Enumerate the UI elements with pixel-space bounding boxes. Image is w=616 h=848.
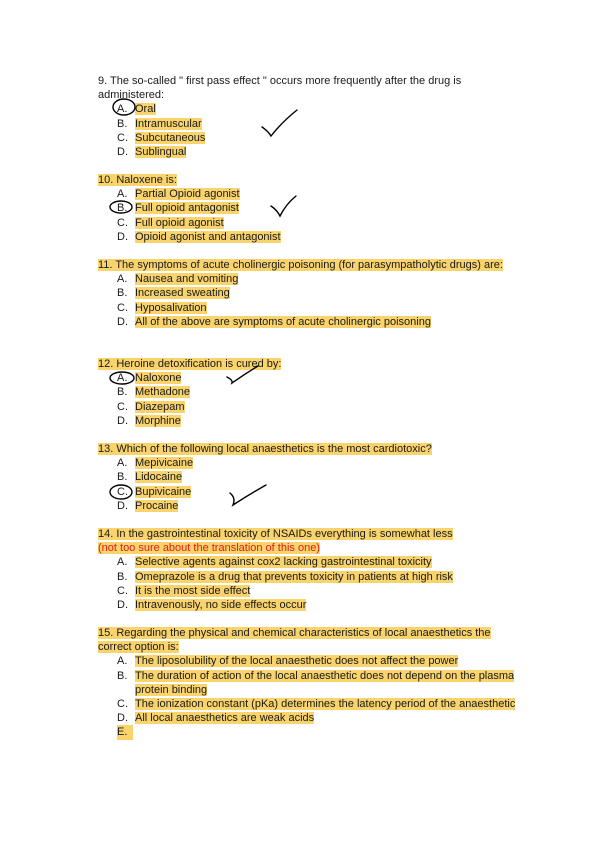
option-b: B. Full opioid antagonist: [117, 202, 239, 215]
translation-note: (not too sure about the translation of this one): [98, 542, 320, 555]
options-list: [98, 555, 518, 612]
option-text: Intramuscular: [135, 117, 202, 130]
option-d: D. Opioid agonist and antagonist: [117, 230, 281, 243]
option-text: Omeprazole is a drug that prevents toxicity in patients at high risk: [135, 570, 453, 583]
question-11: [98, 258, 518, 329]
option-text: Intravenously, no side effects occur: [135, 599, 307, 612]
option-d: D. Intravenously, no side effects occur: [117, 599, 307, 612]
option-c: C. The ionization constant (pKa) determines the latency period of the anaesthetic: [117, 698, 516, 711]
question-14: [98, 527, 518, 612]
option-c: C. Hyposalivation: [117, 301, 207, 314]
question-9: [98, 74, 518, 159]
option-c: C. Diazepam: [117, 400, 185, 413]
option-b: B. Increased sweating: [117, 287, 230, 300]
option-d: D. Procaine: [117, 499, 179, 512]
option-text: Diazepam: [135, 400, 185, 413]
option-a: A. Nausea and vomiting: [117, 273, 239, 286]
option-text: All local anaesthetics are weak acids: [135, 712, 315, 725]
option-c: C. Full opioid agonist: [117, 216, 224, 229]
question-15: [98, 626, 518, 739]
option-text: Opioid agonist and antagonist: [135, 230, 281, 243]
question-13: [98, 442, 518, 513]
option-a: A. Selective agents against cox2 lacking gastrointestinal toxicity: [117, 556, 432, 569]
option-d: D. All of the above are symptoms of acute cholinergic poisoning: [117, 315, 431, 328]
option-text: The ionization constant (pKa) determines the latency period of the anaesthetic: [135, 698, 516, 711]
option-b: B. Lidocaine: [117, 471, 183, 484]
option-text: Oral: [135, 103, 156, 116]
option-d: D. Sublingual: [117, 146, 187, 159]
option-b: B. The duration of action of the local anaesthetic does not depend on the plasma protein binding: [117, 669, 515, 696]
options-list: A. The liposolubility of the local anaesthetic does not affect the power B. The duration of action of the local anaesthetic does not depend on the plasma protein binding C. The ionization constant (pKa) determines the latency period of the anaesthetic D. All local anaesthetics are weak acids E.: [98, 654, 518, 725]
option-a: A. Partial Opioid agonist: [117, 188, 240, 201]
option-text: All of the above are symptoms of acute cholinergic poisoning: [135, 315, 431, 328]
option-text: Full opioid agonist: [135, 216, 224, 229]
option-text: Hyposalivation: [135, 301, 207, 314]
option-text: Naloxone: [135, 372, 182, 385]
question-text: 14. In the gastrointestinal toxicity of NSAIDs everything is somewhat less: [98, 528, 453, 540]
option-a: A. The liposolubility of the local anaesthetic does not affect the power: [117, 655, 459, 668]
option-text: Bupivicaine: [135, 485, 192, 498]
option-text: Increased sweating: [135, 287, 230, 300]
option-a: A. Naloxone: [117, 372, 182, 385]
option-text: Partial Opioid agonist: [135, 188, 240, 201]
option-d: D. Morphine: [117, 414, 181, 427]
option-text: The liposolubility of the local anaesthetic does not affect the power: [135, 655, 459, 668]
option-text: Full opioid antagonist: [135, 202, 239, 215]
option-text: Procaine: [135, 499, 179, 512]
question-text: 11. The symptoms of acute cholinergic poisoning (for parasympatholytic drugs) are:: [98, 259, 503, 271]
option-c: C. Subcutaneous: [117, 131, 206, 144]
question-text: 12. Heroine detoxification is cured by:: [98, 358, 282, 370]
option-c: C. It is the most side effect: [117, 584, 251, 597]
question-12: [98, 357, 518, 428]
options-list: [98, 187, 518, 244]
option-text: It is the most side effect: [135, 584, 251, 597]
option-b: B. Methadone: [117, 386, 191, 399]
question-text: 10. Naloxene is:: [98, 174, 177, 186]
option-d: D. All local anaesthetics are weak acids: [117, 712, 315, 725]
question-10: [98, 173, 518, 244]
option-b: B. Omeprazole is a drug that prevents toxicity in patients at high risk: [117, 570, 453, 583]
option-text: Nausea and vomiting: [135, 273, 239, 286]
option-a: A. Mepivicaine: [117, 457, 194, 470]
question-text: 9. The so-called " first pass effect " occurs more frequently after the drug is administered:: [98, 75, 462, 102]
option-b: B. Intramuscular: [117, 117, 202, 130]
options-list: [98, 456, 518, 513]
option-text: Morphine: [135, 414, 181, 427]
option-c: C. Bupivicaine: [117, 485, 192, 498]
option-text: Methadone: [135, 386, 191, 399]
option-text: Lidocaine: [135, 471, 183, 484]
option-text: The duration of action of the local anaesthetic does not depend on the plasma protein binding: [135, 669, 515, 696]
question-text: 15. Regarding the physical and chemical characteristics of local anaesthetics the correct option is:: [98, 627, 491, 654]
option-text: Sublingual: [135, 146, 187, 159]
option-text: Subcutaneous: [135, 131, 206, 144]
option-a: A. Oral: [117, 103, 156, 116]
options-list: [98, 102, 518, 159]
option-text: Mepivicaine: [135, 457, 194, 470]
option-text: Selective agents against cox2 lacking gastrointestinal toxicity: [135, 556, 432, 569]
question-text: 13. Which of the following local anaesthetics is the most cardiotoxic?: [98, 443, 432, 455]
options-list: [98, 272, 518, 329]
options-list: [98, 371, 518, 428]
